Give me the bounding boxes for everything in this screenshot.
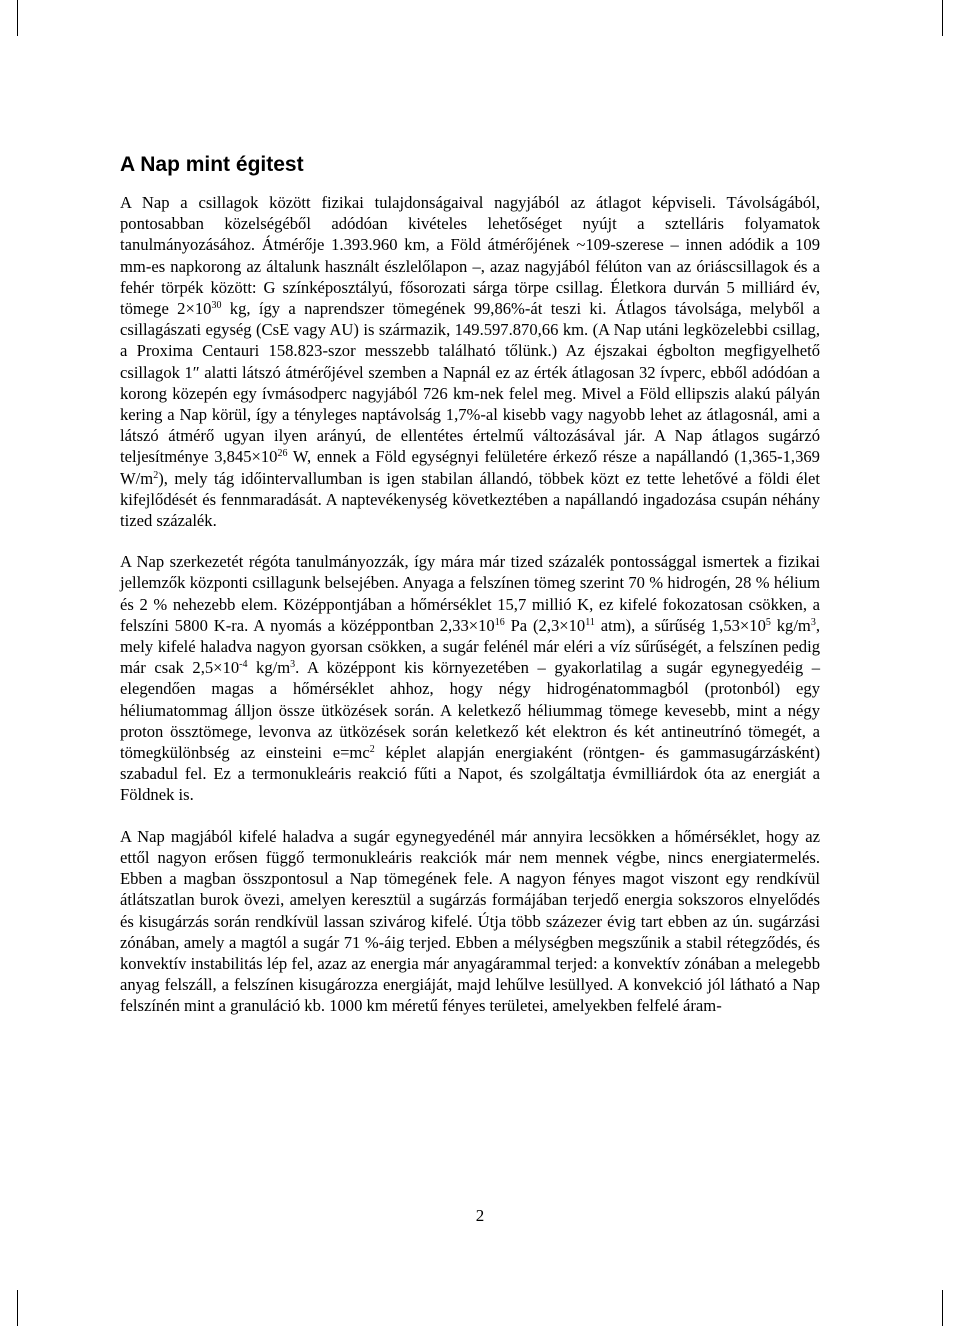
text-run: . A középpont kis környezetében – gyakorlatilag a sugár egynegyedéig – elegendően magas a hőmérséklet ahhoz, hogy négy hidrogénatommagból (protonból) egy héliumatommag álljon össze ütközések során. A keletkező héliummag tömege kevesebb, mint a négy proton össztömege, levonva az ütközések során keletkező két elektron és két antineutrínó tömegét, a tömegkülönbség az einsteini e=mc [120,658,820,763]
crop-mark-bottom-right [942,1290,943,1326]
crop-mark-bottom-left [17,1290,18,1326]
paragraph-2 [120,551,820,805]
superscript: 30 [211,300,222,312]
superscript: 2 [369,744,375,756]
text-run: W, ennek a Föld egységnyi felületére érkező része a napállandó (1,365-1,369 W/m [120,447,820,488]
text-run: A Nap szerkezetét régóta tanulmányozzák, így mára már tized százalék pontossággal ismertek a fizikai jellemzők központi csillagunk belsejében. Anyaga a felszínen tömeg szerint 70 % hidrogén, 28 % hélium és 2 % nehezebb elem. Középpontjában a hőmérséklet 15,7 millió K, ez kifelé fokozatosan csökken, a felszíni 5800 K-ra. A nyomás a középpontban 2,33×10 [120,552,820,635]
text-run: Pa (2,3×10 [504,615,586,635]
text-run: , mely kifelé haladva nagyon gyorsan csökken, a sugár felénél már eléri a víz sűrűségét, a felszínen pedig már csak 2,5×10 [120,615,820,678]
text-run: atm), a sűrűség 1,53×10 [594,615,766,635]
paragraph-1 [120,192,820,531]
section-title: A Nap mint égitest [120,153,304,176]
crop-mark-top-left [17,0,18,36]
text-run: kg/m [247,658,291,678]
crop-mark-top-right [942,0,943,36]
text-run: kg/m [770,615,811,635]
superscript: 3 [290,659,296,671]
superscript: 2 [153,469,159,481]
text-run: ), mely tág időintervallumban is igen stabilan állandó, többek közt ez tette lehetővé a földi élet kifejlődését és fennmaradását. A naptevékenység következtében a napállandó ingadozása csupán néhány tized százalék. [120,468,820,531]
superscript: 26 [277,448,288,460]
text-run: kg, így a naprendszer tömegének 99,86%-át teszi ki. Átlagos távolsága, melyből a csillagászati egység (CsE vagy AU) is származik, 149.597.870,66 km. (A Nap utáni legközelebbi csillag, a Proxima Centauri 158.823-szor messzebb található tőlünk.) Az éjszakai égbolton megfigyelhető csillagok 1″ alatti látszó átmérőjével szemben a Napnál ez az érték átlagosan 32 ívperc, ebből adódóan a korong közepén egy ívmásodperc nagyjából 726 km-nek felel meg. Mivel a Föld ellipszis alakú pályán kering a Nap körül, így a tényleges naptávolság 1,7%-al kisebb vagy nagyobb lehet az átlagosnál, ami a látszó átmérő ugyan ilyen arányú, de ellentétes értelmű változásával jár. A Nap átlagos sugárzó teljesítménye 3,845×10 [120,299,820,467]
page-content [120,150,820,1037]
superscript: 5 [765,616,771,628]
page-number: 2 [475,1206,485,1225]
paragraph-3: A Nap magjából kifelé haladva a sugár egynegyedénél már annyira lecsökken a hőmérséklet, hogy az ettől nagyon erősen függő termonukleáris reakciók már nem mennek végbe, nincs energiatermelés. Ebben a magban összpontosul a Nap tömegének fele. A nagyon fényes magot viszont egy rendkívül átlátszatlan burok övezi, amelyen keresztül a sugárzás formájában terjedő energia sokszoros elnyelődés és kisugárzás során rendkívül lassan szivárog kifelé. Útja több százezer évig tart ebben az ún. sugárzási zónában, amely a magtól a sugár 71 %-áig terjed. Ebben a mélységben megszűnik a stabil rétegződés, és konvektív instabilitás lép fel, azaz az energia már anyagárammal terjed: a konvektív zónában a melegebb anyag felszáll, a felszínen kisugározza energiáját, majd lehűlve lesüllyed. A konvekció jól látható a Nap felszínén mint a granuláció kb. 1000 km méretű fényes területei, amelyekben felfelé áram- [120,826,820,1016]
superscript: -4 [239,659,248,671]
superscript: 16 [494,616,505,628]
text-run: A Nap a csillagok között fizikai tulajdonságaival nagyjából az átlagot képviseli. Távolságából, pontosabban közelségéből adódóan kivételes lehetőséget nyújt a sztelláris folyamatok tanulmányozásához. Átmérője 1.393.960 km, a Föld átmérőjének ~109-szerese – innen adódik a 109 mm-es napkorong az általunk használt észlelőlapon –, azaz nagyjából félúton van az óriáscsillagok és a fehér törpék között: G színképosztályú, fősorozati sárga törpe csillag. Életkora durván 5 milliárd év, tömege 2×10 [120,193,820,319]
superscript: 3 [810,616,816,628]
text-run: képlet alapján energiaként (röntgen- és gammasugárzásként) szabadul fel. Ez a termonukleáris reakció fűti a Napot, és szolgáltatja évmilliárdok óta az energiát a Földnek is. [120,743,820,805]
superscript: 11 [585,616,595,628]
